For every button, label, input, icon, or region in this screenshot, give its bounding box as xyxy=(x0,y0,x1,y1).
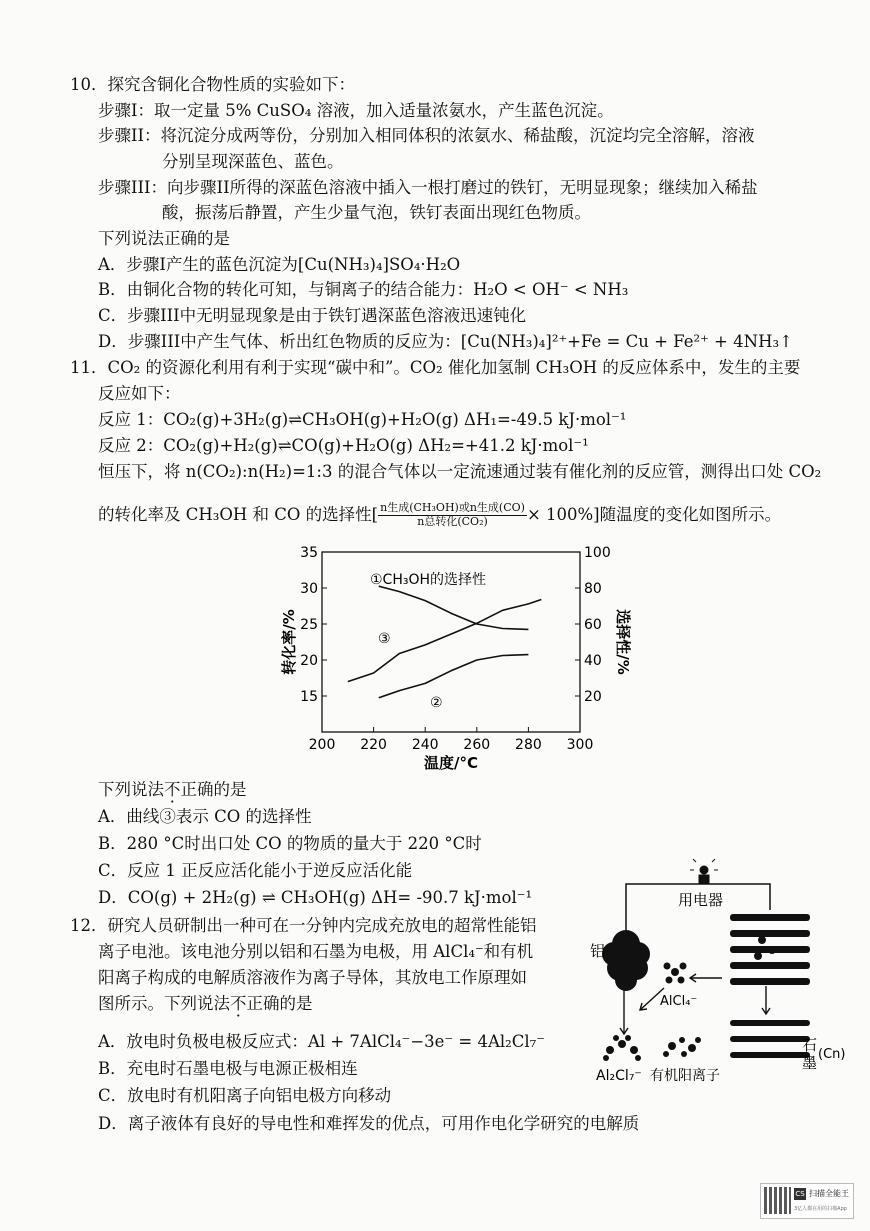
y-right-tick-label: 80 xyxy=(584,581,602,597)
y-right-tick-label: 60 xyxy=(584,617,602,633)
series-label-3: ③ xyxy=(378,631,391,647)
y-right-axis-label: 选择性/% xyxy=(614,609,632,675)
fraction-denominator: n总转化(CO₂) xyxy=(417,515,488,528)
selectivity-pre: 的转化率及 CH₃OH 和 CO 的选择性[ xyxy=(98,505,379,524)
appliance-label: 用电器 xyxy=(678,891,724,909)
x-tick-label: 220 xyxy=(360,737,387,753)
y-left-tick-label: 30 xyxy=(300,581,318,597)
stem-pre: 图所示。下列说法 xyxy=(98,994,230,1013)
y-left-tick-label: 35 xyxy=(300,545,318,561)
aluminum-electrode xyxy=(602,930,650,991)
x-tick-label: 200 xyxy=(308,737,336,753)
q12-option-c: C．放电时有机阳离子向铝电极方向移动 xyxy=(98,1086,392,1105)
organic-cation-icon xyxy=(663,1037,701,1057)
temperature-chart xyxy=(270,540,632,775)
q12-stem: 12．研究人员研制出一种可在一分钟内完成充放电的超常性能铝 xyxy=(70,916,537,935)
selectivity-post: × 100%]随温度的变化如图所示。 xyxy=(526,505,782,524)
q10-step3-cont: 酸，振荡后静置，产生少量气泡，铁钉表面出现红色物质。 xyxy=(162,203,591,222)
qr-code-icon xyxy=(764,1187,791,1214)
q11-option-c: C．反应 1 正反应活化能小于逆反应活化能 xyxy=(98,861,413,880)
series-label-1: ①CH₃OH的选择性 xyxy=(370,572,487,588)
q12-stem-2: 离子电池。该电池分别以铝和石墨为电极，用 AlCl₄⁻和有机 xyxy=(98,942,534,961)
q10-option-d: D．步骤III中产生气体、析出红色物质的反应为：[Cu(NH₃)₄]²⁺+Fe = Cu + Fe²⁺ + 4NH₃↑ xyxy=(98,332,793,351)
q11-stem: 11．CO₂ 的资源化利用有利于实现“碳中和”。CO₂ 催化加氢制 CH₃OH 的反应体系中，发生的主要 xyxy=(70,358,801,377)
q10-option-c: C．步骤III中无明显现象是由于铁钉遇深蓝色溶液迅速钝化 xyxy=(98,306,527,325)
y-left-tick-label: 15 xyxy=(300,689,318,705)
scanner-watermark xyxy=(760,1183,854,1219)
q11-selectivity-definition xyxy=(98,500,781,530)
x-tick-label: 300 xyxy=(566,737,594,753)
q10-stem: 10．探究含铜化合物性质的实验如下： xyxy=(70,75,355,94)
q10-option-a: A．步骤I产生的蓝色沉淀为[Cu(NH₃)₄]SO₄·H₂O xyxy=(98,255,461,274)
y-right-tick-label: 40 xyxy=(584,653,602,669)
q11-option-d: D．CO(g) + 2H₂(g) ⇌ CH₃OH(g) ΔH= -90.7 kJ·mol⁻¹ xyxy=(98,888,533,907)
y-left-tick-label: 25 xyxy=(300,617,318,633)
q12-stem-3: 阳离子构成的电解质溶液作为离子导体，其放电工作原理如 xyxy=(98,968,527,987)
battery-diagram xyxy=(580,858,850,1090)
q11-condition: 恒压下，将 n(CO₂):n(H₂)=1:3 的混合气体以一定流速通过装有催化剂的反应管，测得出口处 CO₂ xyxy=(98,462,822,481)
series-line-1 xyxy=(379,586,529,629)
bulb-icon xyxy=(690,859,718,883)
q10-step2: 步骤II：将沉淀分成两等份，分别加入相同体积的浓氨水、稀盐酸，沉淀均完全溶解，溶液 xyxy=(98,126,755,145)
q10-option-b: B．由铜化合物的转化可知，与铜离子的结合能力：H₂O < OH⁻ < NH₃ xyxy=(98,280,629,299)
watermark-title: 扫描全能王 xyxy=(809,1189,849,1198)
y-left-tick-label: 20 xyxy=(300,653,318,669)
cn-label: (Cn) xyxy=(818,1047,846,1062)
q11-reaction-2: 反应 2：CO₂(g)+H₂(g)⇌CO(g)+H₂O(g) ΔH₂=+41.2 kJ·mol⁻¹ xyxy=(98,436,589,455)
series-label-2: ② xyxy=(430,695,443,711)
emphasis-not: 不 xyxy=(230,994,247,1013)
watermark-subtitle: 3亿人都在用的扫描App xyxy=(794,1206,847,1212)
al2cl7-molecule-icon xyxy=(603,1035,641,1061)
q11-stem-cont: 反应如下： xyxy=(98,384,181,403)
q10-step1: 步骤I：取一定量 5% CuSO₄ 溶液，加入适量浓氨水，产生蓝色沉淀。 xyxy=(98,101,614,120)
q11-option-b: B．280 °C时出口处 CO 的物质的量大于 220 °C时 xyxy=(98,834,482,853)
q12-option-b: B．充电时石墨电极与电源正极相连 xyxy=(98,1059,358,1078)
q10-step3: 步骤III：向步骤II所得的深蓝色溶液中插入一根打磨过的铁钉，无明显现象；继续加入稀盐 xyxy=(98,178,758,197)
x-tick-label: 280 xyxy=(515,737,542,753)
stem-post: 正确的是 xyxy=(246,994,313,1013)
alcl4-molecule-icon xyxy=(664,963,687,984)
emphasis-not: 不 xyxy=(164,780,181,799)
x-tick-label: 240 xyxy=(411,737,439,753)
q11-prompt xyxy=(98,782,247,799)
x-axis-label: 温度/°C xyxy=(424,754,478,772)
q12-option-d: D．离子液体有良好的导电性和难挥发的优点，可用作电化学研究的电解质 xyxy=(98,1114,640,1133)
q11-option-a: A．曲线③表示 CO 的选择性 xyxy=(98,807,312,826)
cs-logo-icon: CS xyxy=(795,1190,805,1198)
x-tick-label: 260 xyxy=(463,737,491,753)
graphite-label-1: 石 xyxy=(802,1036,818,1054)
selectivity-fraction xyxy=(378,502,527,528)
alcl4-label: AlCl₄⁻ xyxy=(660,994,698,1009)
graphite-label-2: 墨 xyxy=(802,1054,818,1072)
y-left-axis-label: 转化率/% xyxy=(280,609,298,675)
q10-step2-cont: 分别呈现深蓝色、蓝色。 xyxy=(162,152,344,171)
al2cl7-label: Al₂Cl₇⁻ xyxy=(596,1068,642,1084)
aluminum-label: 铝 xyxy=(590,942,606,960)
y-right-tick-label: 20 xyxy=(584,689,602,705)
q12-option-a: A．放电时负极电极反应式：Al + 7AlCl₄⁻−3e⁻ = 4Al₂Cl₇⁻ xyxy=(98,1032,545,1051)
series-line-3 xyxy=(348,600,542,682)
prompt-pre: 下列说法 xyxy=(98,780,164,799)
q11-reaction-1: 反应 1：CO₂(g)+3H₂(g)⇌CH₃OH(g)+H₂O(g) ΔH₁=-49.5 kJ·mol⁻¹ xyxy=(98,410,627,429)
q10-prompt: 下列说法正确的是 xyxy=(98,229,230,248)
series-line-2 xyxy=(379,655,529,698)
fraction-numerator: n生成(CH₃OH)或n生成(CO) xyxy=(380,501,525,515)
q12-stem-4 xyxy=(98,996,313,1013)
y-right-tick-label: 100 xyxy=(584,545,611,561)
graphite-electrode xyxy=(730,914,810,1058)
cation-label: 有机阳离子 xyxy=(650,1068,720,1084)
prompt-post: 正确的是 xyxy=(180,780,247,799)
